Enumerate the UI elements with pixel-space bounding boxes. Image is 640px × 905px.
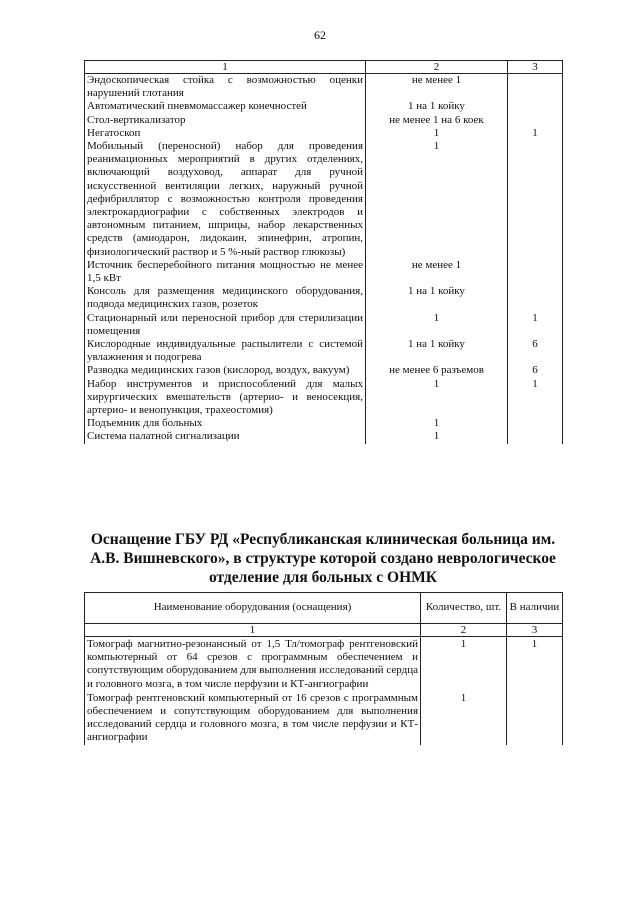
equipment-name: Набор инструментов и приспособлений для малых хирургических вмешательств (артерио- и веносекция, артерио- и венопункция, трахеостомия) [85, 378, 366, 418]
availability: 6 [508, 338, 563, 364]
equipment-name: Мобильный (переносной) набор для проведения реанимационных мероприятий в других отделениях, включающий воздуховод, аппарат для ручной искусственной вентиляции легких, наружный ручной дефибриллятор с возможностью контроля проведения электрокардиографии с собственных электродов и автономным питанием, шприцы, набор лекарственных средств (амиодарон, лидокаин, эпинефрин, атропин, физиологический раствор и 5 %-ный раствор глюкозы) [85, 140, 366, 259]
table-row [85, 312, 563, 338]
table-row [85, 691, 563, 745]
quantity: 1 на 1 койку [366, 100, 508, 113]
column-number: 2 [366, 61, 508, 74]
quantity: не менее 6 разъемов [366, 364, 508, 377]
availability [508, 114, 563, 127]
quantity: не менее 1 [366, 74, 508, 101]
table-row [85, 637, 563, 691]
availability: 1 [507, 637, 563, 691]
section-heading: Оснащение ГБУ РД «Республиканская клиническая больница им. А.В. Вишневского», в структуре которой создано неврологическое отделение для больных с ОНМК [90, 531, 556, 586]
table-row [85, 338, 563, 364]
equipment-name: Консоль для размещения медицинского оборудования, подвода медицинских газов, розеток [85, 285, 366, 311]
quantity: не менее 1 на 6 коек [366, 114, 508, 127]
table-row [85, 114, 563, 127]
quantity: 1 [366, 430, 508, 443]
table-row [85, 417, 563, 430]
table-row [85, 140, 563, 259]
quantity: 1 на 1 койку [366, 285, 508, 311]
quantity: не менее 1 [366, 259, 508, 285]
equipment-name: Разводка медицинских газов (кислород, воздух, вакуум) [85, 364, 366, 377]
hospital-equipment-table [84, 592, 563, 745]
equipment-name-header: Наименование оборудования (оснащения) [85, 593, 421, 624]
table-row [85, 285, 563, 311]
availability: 1 [508, 312, 563, 338]
quantity: 1 [366, 312, 508, 338]
column-number: 3 [508, 61, 563, 74]
equipment-name: Негатоскоп [85, 127, 366, 140]
availability [508, 259, 563, 285]
equipment-name: Стационарный или переносной прибор для стерилизации помещения [85, 312, 366, 338]
availability [508, 100, 563, 113]
availability [507, 691, 563, 745]
availability [508, 285, 563, 311]
column-number: 1 [85, 624, 421, 637]
equipment-name: Кислородные индивидуальные распылители с системой увлажнения и подогрева [85, 338, 366, 364]
quantity: 1 [366, 417, 508, 430]
column-number-row [85, 61, 563, 74]
table-row [85, 127, 563, 140]
availability: 6 [508, 364, 563, 377]
availability [508, 140, 563, 259]
equipment-name: Автоматический пневмомассажер конечностей [85, 100, 366, 113]
quantity: 1 [421, 637, 507, 691]
table-row [85, 74, 563, 101]
table-row [85, 378, 563, 418]
quantity-header: Количество, шт. [421, 593, 507, 624]
table-row [85, 100, 563, 113]
page-number: 62 [314, 28, 326, 42]
availability [508, 417, 563, 430]
quantity: 1 [421, 691, 507, 745]
quantity: 1 [366, 378, 508, 418]
column-number: 3 [507, 624, 563, 637]
table-row [85, 364, 563, 377]
equipment-name: Стол-вертикализатор [85, 114, 366, 127]
availability [508, 74, 563, 101]
equipment-name: Эндоскопическая стойка с возможностью оценки нарушений глотания [85, 74, 366, 101]
equipment-name: Подъемник для больных [85, 417, 366, 430]
table-row [85, 430, 563, 443]
table-row [85, 259, 563, 285]
quantity: 1 на 1 койку [366, 338, 508, 364]
quantity: 1 [366, 140, 508, 259]
header-row [85, 593, 563, 624]
equipment-name: Система палатной сигнализации [85, 430, 366, 443]
equipment-name: Томограф рентгеновский компьютерный от 16 срезов с программным обеспечением и сопутствующим оборудованием для выполнения исследований сердца и головного мозга, в том числе перфузии и КТ-ангиографии [85, 691, 421, 745]
quantity: 1 [366, 127, 508, 140]
availability: 1 [508, 127, 563, 140]
equipment-name: Томограф магнитно-резонансный от 1,5 Тл/томограф рентгеновский компьютерный от 64 срезов с программным обеспечением и сопутствующим оборудованием для выполнения исследований сердца и головного мозга, в том числе перфузии и КТ-ангиографии [85, 637, 421, 691]
column-number-row [85, 624, 563, 637]
equipment-name: Источник бесперебойного питания мощностью не менее 1,5 кВт [85, 259, 366, 285]
column-number: 1 [85, 61, 366, 74]
equipment-table-continued [84, 60, 563, 444]
availability-header: В наличии [507, 593, 563, 624]
availability: 1 [508, 378, 563, 418]
availability [508, 430, 563, 443]
column-number: 2 [421, 624, 507, 637]
